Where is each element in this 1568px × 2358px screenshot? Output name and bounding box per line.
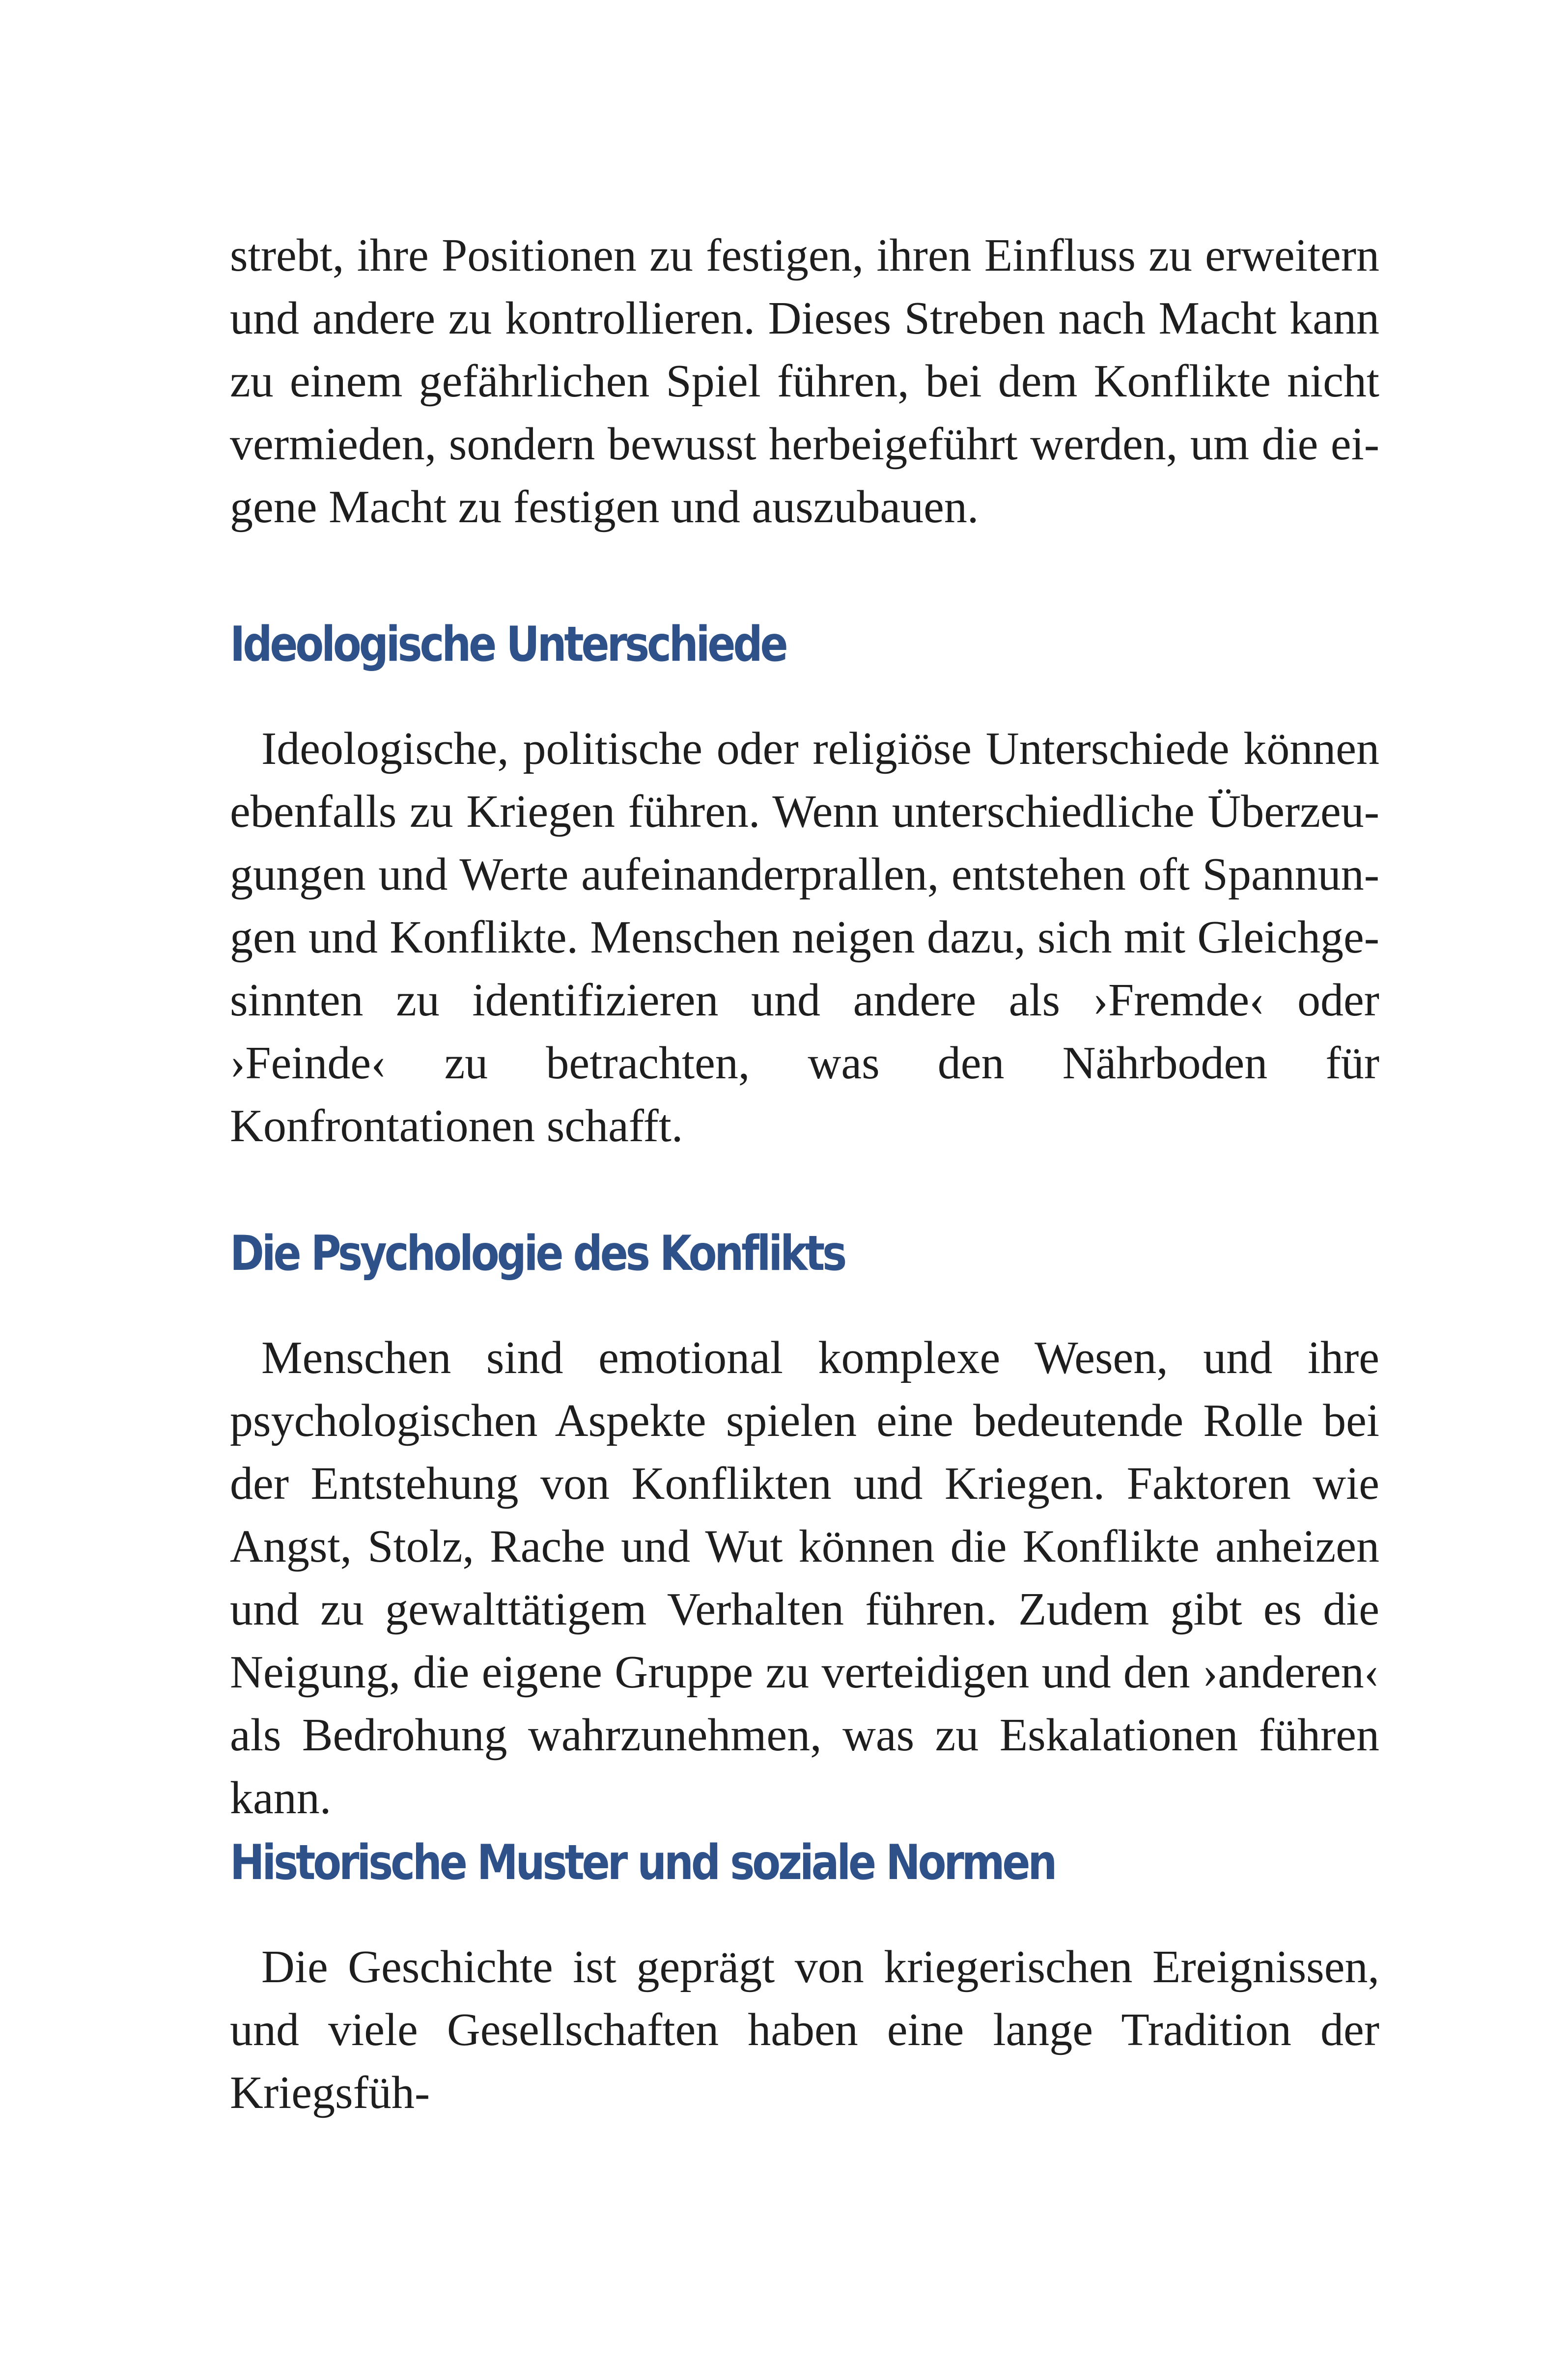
paragraph-historische-muster: Die Geschichte ist geprägt von kriegerischen Ereignissen, und viele Gesellschaften haben eine lange Tradition der Kriegsfüh- [230, 1941, 1379, 2118]
paragraph-ideologische-unterschiede: Ideologische, politische oder religiöse Unterschiede können ebenfalls zu Kriegen führen. Wenn unterschiedliche Überzeugungen und Werte aufeinanderprallen, entstehen oft Spannungen und Konflikte. Menschen neigen dazu, sich mit Gleichgesinnten zu identifizieren und andere als ›Fremde‹ oder ›Feinde‹ zu betrachten, was den Nährboden für Konfrontationen schafft. [230, 723, 1379, 1151]
continuation-paragraph: strebt, ihre Positionen zu festigen, ihren Einfluss zu erweitern und andere zu kontrollieren. Dieses Streben nach Macht kann zu einem gefährlichen Spiel führen, bei dem Konflikte nicht vermieden, sondern bewusst herbeigeführt werden, um die eigene Macht zu festigen und auszubauen. [230, 230, 1379, 533]
section-heading-historische-muster: Historische Muster und soziale Normen [230, 1835, 1055, 1891]
section-heading-ideologische-unterschiede: Ideologische Unterschiede [230, 617, 786, 673]
paragraph-psychologie-des-konflikts: Menschen sind emotional komplexe Wesen, und ihre psychologischen Aspekte spielen eine bedeutende Rolle bei der Entstehung von Konflikten und Kriegen. Faktoren wie Angst, Stolz, Rache und Wut können die Konflikte anheizen und zu gewalttätigem Verhalten führen. Zudem gibt es die Neigung, die eigene Gruppe zu verteidigen und den ›anderen‹ als Bedrohung wahrzunehmen, was zu Eskalationen führen kann. [230, 1332, 1379, 1824]
section-heading-psychologie-des-konflikts: Die Psychologie des Konflikts [230, 1226, 845, 1282]
